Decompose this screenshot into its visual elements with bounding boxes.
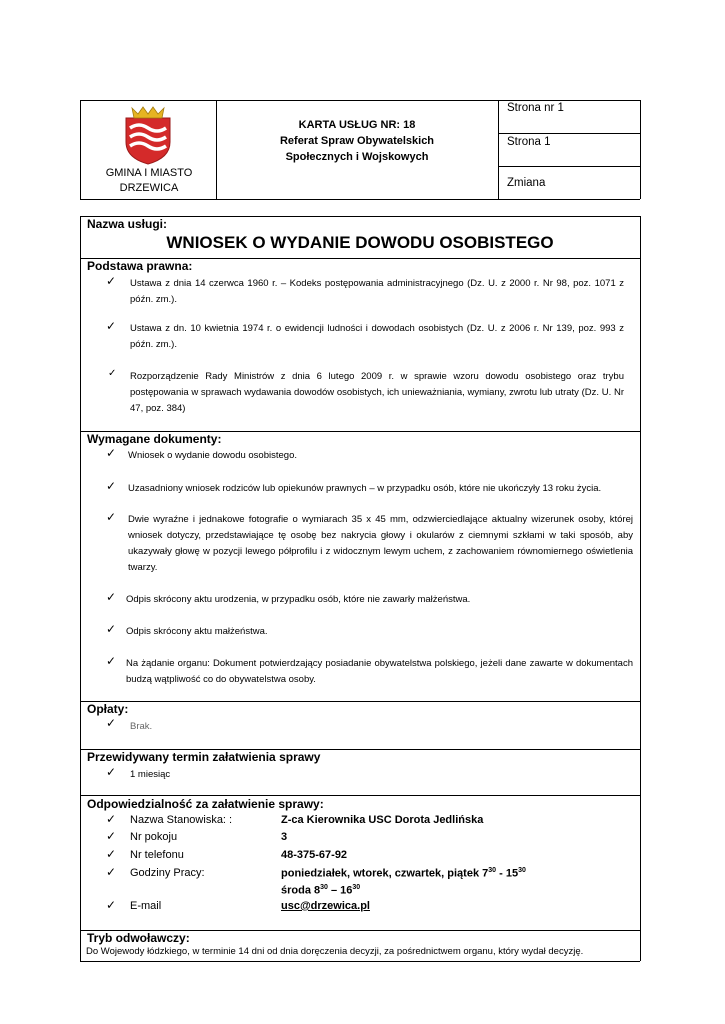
document-item-4: Odpis skrócony aktu urodzenia, w przypadku osób, które nie zawarły małżeństwa.: [126, 594, 471, 605]
card-title: [217, 117, 497, 165]
page-number-label: Strona nr 1: [507, 102, 564, 114]
checkmark-icon: ✓: [106, 865, 117, 879]
position-label: Nazwa Stanowiska: :: [130, 814, 233, 826]
checkmark-icon: ✓: [106, 510, 117, 524]
service-title: WNIOSEK O WYDANIE DOWODU OSOBISTEGO: [166, 233, 554, 252]
hours-line2: środa $8^{30} - 16^{30}$: [281, 884, 361, 897]
phone-value: 48-375-67-92: [281, 849, 348, 861]
coat-of-arms-icon: [122, 104, 174, 166]
checkmark-icon: ✓: [106, 829, 117, 843]
checkmark-icon: ✓: [106, 654, 117, 668]
card-number: KARTA USŁUG NR: 18: [298, 119, 416, 131]
org-name-line1: GMINA I MIASTO: [105, 167, 193, 179]
document-item-1: Wniosek o wydanie dowodu osobistego.: [128, 450, 297, 461]
checkmark-icon: ✓: [106, 847, 117, 861]
appeal-heading: Tryb odwoławczy:: [87, 931, 190, 945]
checkmark-icon: ✓: [106, 446, 117, 460]
checkmark-icon: ✓: [106, 765, 117, 779]
document-item-5: Odpis skrócony aktu małżeństwa.: [126, 626, 268, 637]
room-value: 3: [281, 831, 288, 843]
hours-label: Godziny Pracy:: [130, 867, 205, 879]
checkmark-icon: ✓: [106, 898, 117, 912]
appeal-text: Do Wojewody łódzkiego, w terminie 14 dni od dnia doręczenia decyzji, za pośrednictwem organu, który wydał decyzję.: [86, 946, 584, 957]
email-link[interactable]: usc@drzewica.pl: [281, 900, 370, 912]
email-label: E-mail: [130, 900, 162, 912]
checkmark-icon: ✓: [106, 812, 117, 826]
org-name-line2: DRZEWICA: [119, 182, 179, 194]
document-item-3: Dwie wyraźne i jednakowe fotografie o wymiarach 35 x 45 mm, odzwierciedlające aktualny wizerunek osoby, której wniosek dotyczy, przedstawiające tę osobę bez nakrycia głowy i okularów z ciemnymi szkłami w taki sposób, aby ukazywały głowę w pozycji lewego półprofilu i z widocznym lewym uchem, z zachowaniem równomiernego oświetlenia twarzy.: [128, 514, 633, 573]
legal-basis-item-1: Ustawa z dnia 14 czerwca 1960 r. – Kodeks postępowania administracyjnego (Dz. U. z 2000 r. Nr 98, poz. 1071 z późn. zm.).: [130, 278, 624, 305]
phone-label: Nr telefonu: [130, 849, 184, 861]
deadline-heading: Przewidywany termin załatwienia sprawy: [87, 750, 321, 764]
responsibility-heading: Odpowiedzialność za załatwienie sprawy:: [87, 797, 324, 811]
documents-heading: Wymagane dokumenty:: [87, 432, 222, 446]
page-number-value: Strona 1: [507, 136, 551, 148]
checkmark-icon: ✓: [106, 590, 117, 604]
deadline-value: 1 miesiąc: [130, 769, 171, 780]
position-value: Z-ca Kierownika USC Dorota Jedlińska: [281, 814, 484, 826]
fees-value: Brak.: [130, 721, 153, 732]
legal-basis-item-2: Ustawa z dn. 10 kwietnia 1974 r. o ewidencji ludności i dowodach osobistych (Dz. U. z 2006 r. Nr 139, poz. 993 z późn. zm.).: [130, 323, 624, 350]
checkmark-icon: ✓: [108, 368, 117, 379]
legal-basis-item-3: Rozporządzenie Rady Ministrów z dnia 6 lutego 2009 r. w sprawie wzoru dowodu osobistego oraz trybu postępowania w sprawach wydawania dowodów osobistych, ich unieważniania, wymiany, zwrotu lub utraty (Dz. U. Nr 47, poz. 384): [130, 371, 624, 414]
checkmark-icon: ✓: [106, 319, 117, 333]
checkmark-icon: ✓: [106, 622, 117, 636]
hours-line1: poniedziałek, wtorek, czwartek, piątek $7^{30} - 15^{30}$: [281, 867, 526, 880]
organization-name: [82, 166, 216, 196]
change-label: Zmiana: [507, 177, 546, 189]
department-line1: Referat Spraw Obywatelskich: [279, 135, 435, 147]
checkmark-icon: ✓: [106, 716, 117, 730]
service-heading: Nazwa usługi:: [87, 217, 168, 231]
fees-heading: Opłaty:: [87, 702, 129, 716]
department-line2: Społecznych i Wojskowych: [285, 151, 429, 163]
checkmark-icon: ✓: [106, 479, 117, 493]
legal-basis-heading: Podstawa prawna:: [87, 259, 193, 273]
document-item-2: Uzasadniony wniosek rodziców lub opiekunów prawnych – w przypadku osób, które nie ukończyły 13 roku życia.: [128, 483, 602, 494]
room-label: Nr pokoju: [130, 831, 178, 843]
checkmark-icon: ✓: [106, 274, 117, 288]
document-item-6: Na żądanie organu: Dokument potwierdzający posiadanie obywatelstwa polskiego, jeżeli dane zawarte w dokumentach budzą wątpliwość co do obywatelstwa osoby.: [126, 658, 633, 685]
